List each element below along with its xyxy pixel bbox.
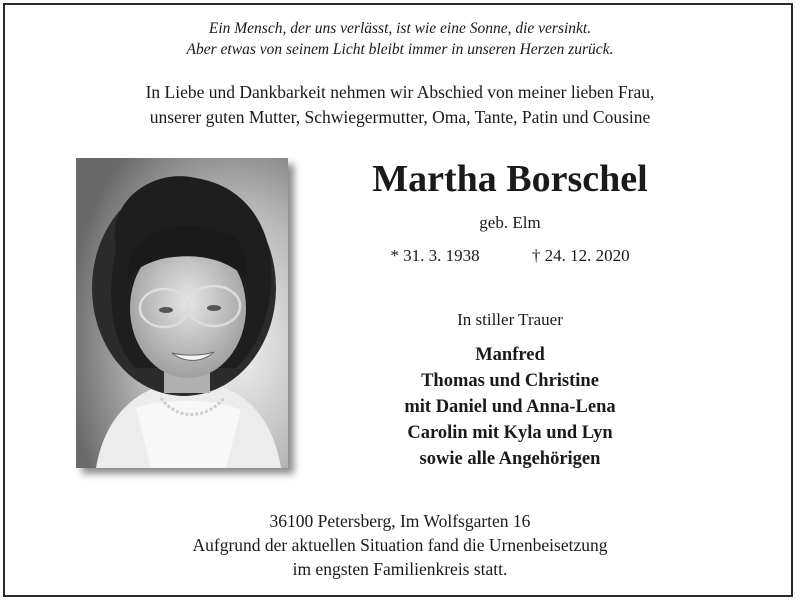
life-dates — [300, 246, 720, 266]
birth-date: * 31. 3. 1938 — [390, 246, 480, 265]
mourner-line: Carolin mit Kyla und Lyn — [407, 423, 613, 443]
deceased-name: Martha Borschel — [372, 158, 648, 200]
maiden-name: geb. Elm — [479, 213, 541, 232]
death-date: † 24. 12. 2020 — [531, 246, 630, 265]
quote-line-1: Ein Mensch, der uns verlässt, ist wie eine Sonne, die versinkt. — [208, 20, 592, 37]
portrait-photo — [76, 158, 288, 468]
address: 36100 Petersberg, Im Wolfsgarten 16 — [269, 511, 531, 531]
mourning-heading: In stiller Trauer — [457, 310, 563, 329]
intro-text — [0, 80, 800, 130]
quote-line-2: Aber etwas von seinem Licht bleibt immer in unseren Herzen zurück. — [186, 41, 614, 58]
mourner-list — [300, 342, 720, 472]
mourner-line: Thomas und Christine — [421, 371, 599, 391]
mourner-line: mit Daniel und Anna-Lena — [404, 397, 616, 417]
intro-line-2: unserer guten Mutter, Schwiegermutter, Oma, Tante, Patin und Cousine — [149, 107, 651, 127]
portrait-image — [76, 158, 288, 468]
footer-text — [0, 509, 800, 581]
mourner-line: Manfred — [475, 345, 545, 365]
funeral-note-line-1: Aufgrund der aktuellen Situation fand die Urnenbeisetzung — [192, 535, 608, 555]
funeral-note-line-2: im engsten Familienkreis statt. — [292, 559, 508, 579]
memorial-quote — [0, 18, 800, 60]
intro-line-1: In Liebe und Dankbarkeit nehmen wir Abschied von meiner lieben Frau, — [145, 82, 655, 102]
mourner-line: sowie alle Angehörigen — [419, 449, 601, 469]
